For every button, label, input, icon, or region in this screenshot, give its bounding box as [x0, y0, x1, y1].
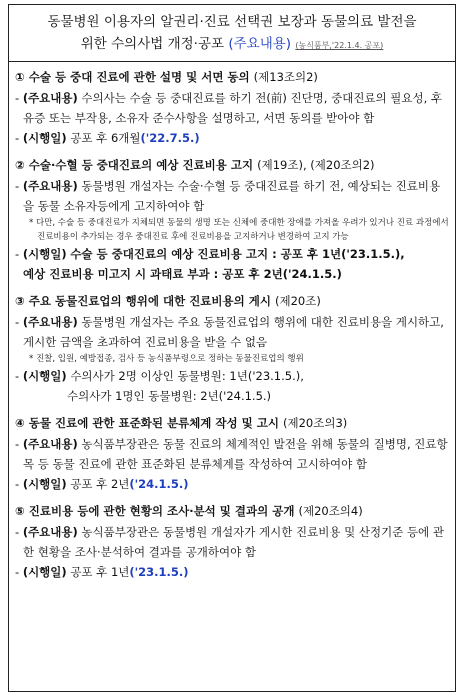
date-text: 공포 후 2년: [70, 477, 130, 491]
section-4: [15, 412, 449, 494]
footnote: * 다만, 수술 등 중대진료가 지체되면 동물의 생명 또는 신체에 중대한 장애를 가져올 우려가 있거나 진료 과정에서 진료비용이 추가되는 경우 중대진료 후에 진료비용을 고지하거나 변경하여 고지 가능: [29, 218, 449, 242]
date-accent: ('23.1.5.): [129, 565, 189, 579]
section-heading: [15, 412, 449, 434]
content-text: 농식품부장관은 동물병원 개설자가 게시한 진료비용 및 산정기준 등에 관한 현황을 조사·분석하여 결과를 공개하여야 함: [23, 525, 444, 559]
content-text: 농식품부장관은 동물 진료의 체계적인 발전을 위해 동물의 질병명, 진료항목 등 동물 진료에 관한 표준화된 분류체계를 작성하여 고시하여야 함: [23, 437, 448, 471]
effective-date-item: - (시행일) 수의사가 2명 이상인 동물병원: 1년('23.1.5.),: [15, 369, 304, 383]
effective-date-item: - (시행일) 공포 후 6개월('22.7.5.): [15, 131, 200, 145]
title-accent: (주요내용): [228, 36, 292, 52]
section-article: (제20조): [274, 294, 321, 308]
date-text: 공포 후 6개월: [70, 131, 141, 145]
date-label: (시행일): [22, 565, 67, 579]
section-heading: [15, 154, 449, 176]
content-item: - (주요내용) 동물병원 개설자는 수술·수혈 등 중대진료를 하기 전, 예상되는 진료비용을 동물 소유자등에게 고지하여야 함: [15, 179, 441, 213]
content-item: - (주요내용) 동물병원 개설자는 주요 동물진료업의 행위에 대한 진료비용을 게시하고, 게시한 금액을 초과하여 진료비용을 받을 수 없음: [15, 315, 444, 349]
title-date-note: (농식품부,'22.1.4. 공포): [295, 41, 384, 50]
section-article: (제13조의2): [253, 70, 318, 84]
section-3: [15, 290, 449, 406]
content-label: (주요내용): [22, 437, 78, 451]
title-line-1: 동물병원 이용자의 알권리·진료 선택권 보장과 동물의료 발전을: [47, 14, 417, 30]
section-5: [15, 500, 449, 582]
title-box: [8, 4, 456, 62]
section-2: [15, 154, 449, 284]
section-number: ④: [15, 416, 25, 430]
date-accent: ('22.7.5.): [140, 131, 200, 145]
title-main: 위한 수의사법 개정·공포: [80, 36, 225, 52]
section-title: 수술·수혈 등 중대진료의 예상 진료비용 고지: [28, 158, 254, 172]
content-label: (주요내용): [22, 179, 78, 193]
effective-date-item: - (시행일) 공포 후 2년('24.1.5.): [15, 477, 189, 491]
section-title: 동물 진료에 관한 표준화된 분류체계 작성 및 고시: [28, 416, 279, 430]
date-line-2: 수의사가 1명인 동물병원: 2년('24.1.5.): [67, 389, 272, 403]
content-item: - (주요내용) 농식품부장관은 동물병원 개설자가 게시한 진료비용 및 산정기준 등에 관한 현황을 조사·분석하여 결과를 공개하여야 함: [15, 525, 444, 559]
content-item: - (주요내용) 농식품부장관은 동물 진료의 체계적인 발전을 위해 동물의 질병명, 진료항목 등 동물 진료에 관한 표준화된 분류체계를 작성하여 고시하여야 함: [15, 437, 448, 471]
date-accent: ('24.1.5.): [129, 477, 189, 491]
section-heading: [15, 500, 449, 522]
date-line-1: 수의사가 2명 이상인 동물병원: 1년('23.1.5.),: [70, 369, 304, 383]
date-label: (시행일): [22, 477, 67, 491]
section-title: 진료비용 등에 관한 현황의 조사·분석 및 결과의 공개: [28, 504, 295, 518]
section-number: ②: [15, 158, 25, 172]
section-heading: [15, 66, 449, 88]
section-article: (제20조의4): [298, 504, 363, 518]
content-label: (주요내용): [22, 315, 78, 329]
section-title: 수술 등 중대 진료에 관한 설명 및 서면 동의: [28, 70, 250, 84]
date-line-1: 수술 등 중대진료의 예상 진료비용 고지 : 공포 후 1년('23.1.5.),: [70, 247, 405, 261]
date-line-2: 예상 진료비용 미고지 시 과태료 부과 : 공포 후 2년('24.1.5.): [23, 267, 342, 281]
effective-date-item: - (시행일) 수술 등 중대진료의 예상 진료비용 고지 : 공포 후 1년('23.1.5.),: [15, 247, 405, 261]
date-label: (시행일): [22, 131, 67, 145]
content-label: (주요내용): [22, 91, 78, 105]
section-number: ③: [15, 294, 25, 308]
content-text: 동물병원 개설자는 수술·수혈 등 중대진료를 하기 전, 예상되는 진료비용을 동물 소유자등에게 고지하여야 함: [23, 179, 441, 213]
content-item: - (주요내용) 수의사는 수술 등 중대진료를 하기 전(前) 진단명, 중대진료의 필요성, 후유증 또는 부작용, 소유자 준수사항을 설명하고, 서면 동의를 받아야 함: [15, 91, 443, 125]
date-text: 공포 후 1년: [70, 565, 130, 579]
section-number: ①: [15, 70, 25, 84]
title-line-2: [15, 33, 449, 57]
date-label: (시행일): [22, 247, 67, 261]
section-title: 주요 동물진료업의 행위에 대한 진료비용의 게시: [28, 294, 271, 308]
section-heading: [15, 290, 449, 312]
section-1: [15, 66, 449, 148]
section-number: ⑤: [15, 504, 25, 518]
content-box: [8, 62, 456, 692]
section-article: (제20조의3): [283, 416, 348, 430]
effective-date-item: - (시행일) 공포 후 1년('23.1.5.): [15, 565, 189, 579]
content-label: (주요내용): [22, 525, 78, 539]
section-article: (제19조), (제20조의2): [257, 158, 375, 172]
date-label: (시행일): [22, 369, 67, 383]
content-text: 수의사는 수술 등 중대진료를 하기 전(前) 진단명, 중대진료의 필요성, 후유증 또는 부작용, 소유자 준수사항을 설명하고, 서면 동의를 받아야 함: [23, 91, 443, 125]
footnote: * 진찰, 입원, 예방접종, 검사 등 농식품부령으로 정하는 동물진료업의 행위: [29, 354, 304, 364]
content-text: 동물병원 개설자는 주요 동물진료업의 행위에 대한 진료비용을 게시하고, 게시한 금액을 초과하여 진료비용을 받을 수 없음: [23, 315, 444, 349]
